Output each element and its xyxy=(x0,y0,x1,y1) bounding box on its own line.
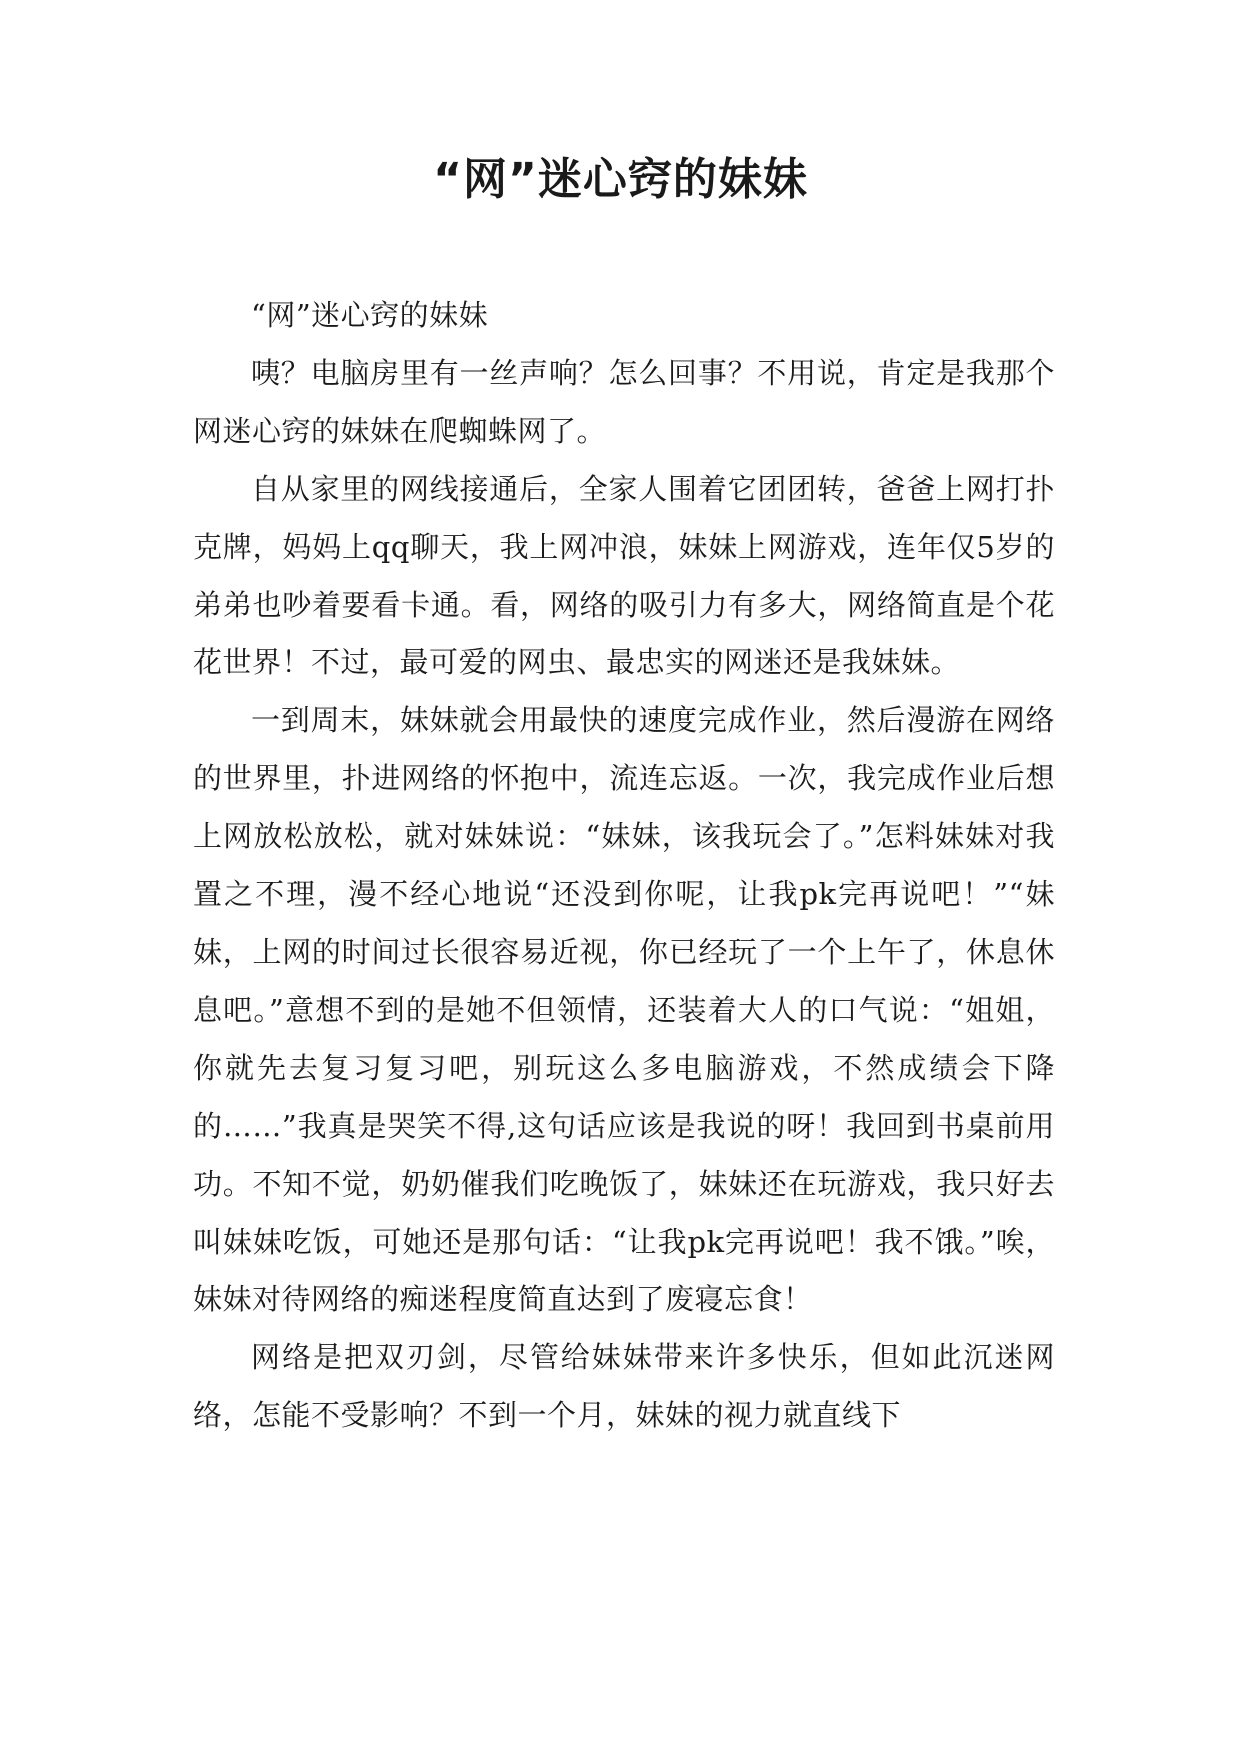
paragraph-subtitle: “网”迷心窍的妹妹 xyxy=(251,298,489,332)
paragraph: 咦？电脑房里有一丝声响？怎么回事？不用说，肯定是我那个网迷心窍的妹妹在爬蜘蛛网了。 xyxy=(193,355,1055,448)
document-body xyxy=(193,287,1055,1445)
paragraph: 网络是把双刃剑，尽管给妹妹带来许多快乐，但如此沉迷网络，怎能不受影响？不到一个月，妹妹的视力就直线下 xyxy=(193,1340,1055,1433)
paragraph: 自从家里的网线接通后，全家人围着它团团转，爸爸上网打扑克牌，妈妈上qq聊天，我上网冲浪，妹妹上网游戏，连年仅5岁的弟弟也吵着要看卡通。看，网络的吸引力有多大，网络简直是个花花世界！不过，最可爱的网虫、最忠实的网迷还是我妹妹。 xyxy=(193,471,1055,680)
paragraph: 一到周末，妹妹就会用最快的速度完成作业，然后漫游在网络的世界里，扑进网络的怀抱中，流连忘返。一次，我完成作业后想上网放松放松，就对妹妹说：“妹妹，该我玩会了。”怎料妹妹对我置之不理，漫不经心地说“还没到你呢，让我pk完再说吧！”“妹妹，上网的时间过长很容易近视，你已经玩了一个上午了，休息休息吧。”意想不到的是她不但领情，还装着大人的口气说：“姐姐，你就先去复习复习吧，别玩这么多电脑游戏，不然成绩会下降的……”我真是哭笑不得,这句话应该是我说的呀！我回到书桌前用功。不知不觉，奶奶催我们吃晚饭了，妹妹还在玩游戏，我只好去叫妹妹吃饭，可她还是那句话：“让我pk完再说吧！我不饿。”唉，妹妹对待网络的痴迷程度简直达到了废寝忘食！ xyxy=(193,703,1055,1317)
document-title: “网”迷心窍的妹妹 xyxy=(433,154,808,205)
